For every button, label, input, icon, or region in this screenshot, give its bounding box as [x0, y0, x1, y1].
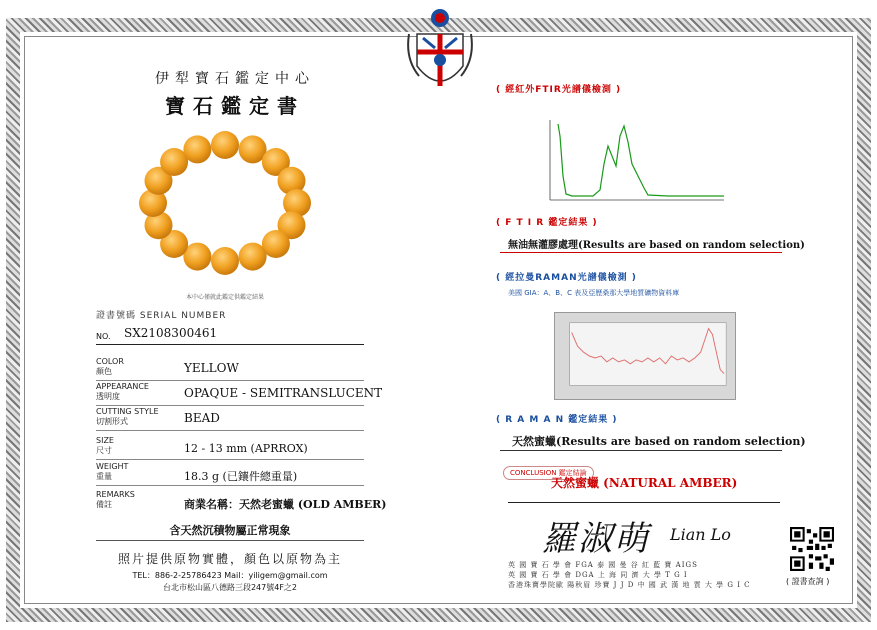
contact-info [96, 570, 364, 594]
raman-reference: 美國 GIA：A、B、C 表及亞歷桑那大學地質礦物資料庫 [508, 289, 680, 297]
field-value: 18.3 g (已鑲件總重量) [184, 470, 298, 483]
raman-result-title: ( R A M A N 鑑定結果 ) [496, 415, 618, 425]
field-row-appearance [96, 380, 383, 406]
field-label: WEIGHT 重量 [96, 462, 129, 481]
raman-test-title-text: ( 經拉曼RAMAN光譜儀檢測 ) [496, 273, 637, 283]
field-row-color [96, 355, 364, 381]
ftir-spectrum-chart [538, 116, 728, 208]
field-value: 12 - 13 mm (APRROX) [184, 442, 308, 455]
qr-code[interactable] [790, 527, 834, 571]
field-row-remarks [96, 488, 387, 513]
coat-of-arms-emblem [405, 4, 475, 104]
raman-result-underline [500, 450, 782, 451]
ftir-result-title: ( F T I R 鑑定結果 ) [496, 218, 598, 228]
amber-bead [183, 135, 211, 163]
field-label: CUTTING STYLE 切割形式 [96, 407, 159, 426]
serial-number-label: 證書號碼 SERIAL NUMBER [96, 311, 227, 321]
contact-tel-mail: TEL：886-2-25786423 Mail：yiligem@gmail.com [132, 571, 328, 580]
amber-bead [211, 247, 239, 275]
field-value: 商業名稱：天然老蜜蠟 (OLD AMBER) [184, 498, 387, 511]
field-value: YELLOW [184, 361, 239, 375]
remarks-second-line: 含天然沉積物屬正常現象 [169, 524, 291, 537]
photo-note: 照片提供原物實體，顏色以原物為主 [117, 552, 342, 566]
conclusion-underline [508, 502, 780, 503]
center-name: 伊犁寶石鑑定中心 [155, 71, 315, 87]
amber-bead [239, 243, 267, 271]
affiliations [508, 560, 783, 590]
ftir-test-title: ( 經紅外FTIR光譜儀檢測 ) [496, 85, 622, 95]
affiliation-line: 英 國 寶 石 學 會 DGA 上 海 同 濟 大 學 T G I [508, 571, 688, 579]
conclusion-value: 天然蜜蠟 (NATURAL AMBER) [551, 476, 738, 490]
raman-spectrum-chart [554, 312, 736, 400]
serial-row [96, 326, 364, 345]
field-value: BEAD [184, 411, 220, 425]
photo-caption: 本中心僅就此鑑定供鑑定結果 [185, 294, 264, 301]
field-value: OPAQUE - SEMITRANSLUCENT [184, 386, 383, 400]
document-title: 寶石鑑定書 [165, 94, 305, 118]
field-row-weight [96, 460, 364, 486]
ftir-result: 無油無灌膠處理(Results are based on random selection) [508, 240, 805, 251]
field-row-cutting-style [96, 405, 364, 431]
contact-address: 台北市松山區八德路三段247號4F之2 [162, 583, 298, 592]
signature [520, 505, 750, 560]
field-label: REMARKS 備註 [96, 490, 135, 509]
raman-result-heading [496, 412, 618, 425]
amber-bead [211, 131, 239, 159]
affiliation-line: 英 國 寶 石 學 會 FGA 泰 國 曼 谷 紅 藍 寶 AIGS [508, 561, 698, 569]
qr-caption: ( 證書查詢 ) [786, 577, 830, 586]
conclusion-label: CONCLUSION 鑑定結論 [503, 466, 594, 480]
signature-chinese: 羅淑萌 [542, 519, 650, 559]
field-label: SIZE 尺寸 [96, 436, 114, 455]
raman-result: 天然蜜蠟(Results are based on random selection) [512, 435, 806, 448]
serial-number-value: SX2108300461 [124, 326, 218, 340]
field-row-size [96, 434, 364, 460]
divider [96, 540, 364, 541]
ftir-result-underline [500, 252, 782, 253]
serial-no-label: NO. [96, 332, 111, 341]
amber-bracelet-photo [135, 128, 315, 278]
affiliation-line: 香港珠寶學院歐 陽秋眉 珍寶 J J D 中 國 武 漢 地 質 大 學 G I C [508, 581, 751, 589]
field-label: COLOR 顏色 [96, 357, 124, 376]
signature-latin: Lian Lo [670, 525, 731, 544]
raman-test-title [496, 270, 637, 283]
field-label: APPEARANCE 透明度 [96, 382, 149, 401]
